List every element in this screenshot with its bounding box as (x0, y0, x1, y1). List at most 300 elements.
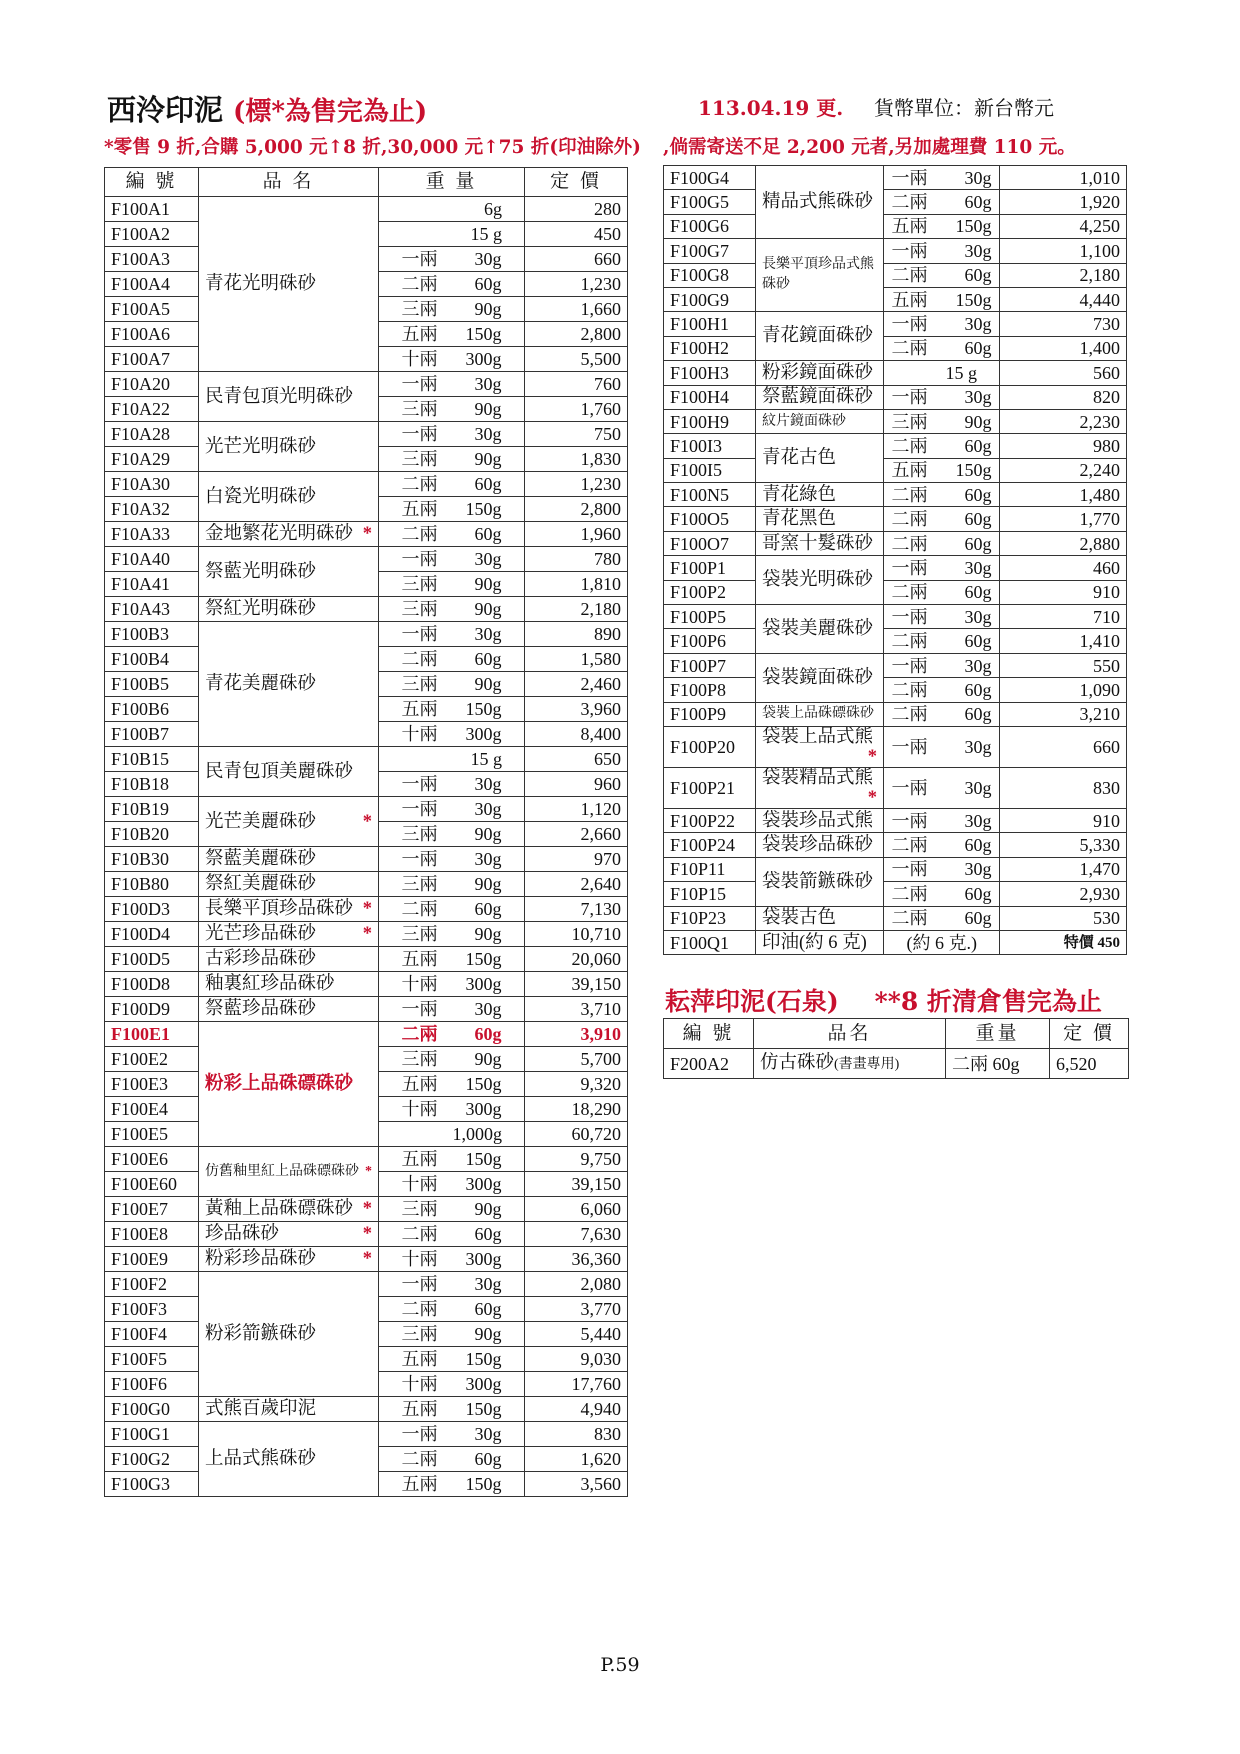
product-weight (379, 722, 525, 747)
product-weight (884, 678, 1000, 702)
product-name-text: 仿古硃砂 (760, 1052, 835, 1073)
product-weight (884, 930, 1000, 954)
product-weight (379, 597, 525, 622)
weight-grams: 30g (474, 624, 502, 644)
weight-grams: 30g (474, 1424, 502, 1444)
product-code: F10A29 (105, 447, 199, 472)
product-price: 1,960 (525, 522, 628, 547)
product-weight (884, 808, 1000, 832)
product-weight (379, 697, 525, 722)
product-name-text: 上品式熊硃砂 (205, 1449, 317, 1469)
product-code: F100A5 (105, 297, 199, 322)
product-code: F100P9 (664, 702, 756, 726)
product-price: 1,400 (1000, 336, 1127, 360)
product-code: F100B3 (105, 622, 199, 647)
product-name-text: 袋裝精品式熊 (762, 767, 874, 788)
weight-grams: 30g (474, 549, 502, 569)
product-name-text: 紋片鏡面硃砂 (762, 413, 846, 429)
product-code: F100A2 (105, 222, 199, 247)
price-table-left (104, 167, 628, 1497)
sold-out-star: * (867, 746, 877, 767)
product-price: 2,800 (525, 497, 628, 522)
product-weight (379, 922, 525, 947)
table-row (664, 580, 1127, 604)
table-row (105, 1222, 628, 1247)
product-code: F200A2 (664, 1049, 754, 1079)
product-code: F100B5 (105, 672, 199, 697)
product-code: F100F3 (105, 1297, 199, 1322)
weight-unit: 二兩 (401, 1224, 438, 1244)
product-name-text: 黃釉上品硃磦硃砂 (205, 1199, 354, 1219)
product-price: 2,800 (525, 322, 628, 347)
product-weight (884, 190, 1000, 214)
weight-unit: 五兩 (401, 1474, 438, 1494)
product-weight (884, 312, 1000, 336)
product-code: F100E2 (105, 1047, 199, 1072)
weight-unit: 一兩 (891, 859, 928, 880)
weight-grams: 30g (964, 167, 992, 188)
product-name (199, 622, 379, 747)
table-row (664, 312, 1127, 336)
sold-out-star: * (362, 1224, 372, 1244)
table-row (664, 629, 1127, 653)
product-price: 710 (1000, 605, 1127, 629)
weight-unit: 三兩 (401, 1049, 438, 1069)
product-name-text: 袋裝珍品式熊 (762, 810, 874, 831)
weight-unit: 二兩 (891, 265, 928, 286)
product-weight (884, 385, 1000, 409)
table-row (105, 622, 628, 647)
product-weight (884, 336, 1000, 360)
product-weight (379, 822, 525, 847)
product-code: F100P5 (664, 605, 756, 629)
weight-unit: 二兩 (891, 679, 928, 700)
weight-unit: 二兩 (401, 524, 438, 544)
weight-grams: 90g (964, 411, 992, 432)
product-price: 2,180 (1000, 263, 1127, 287)
product-price: 3,910 (525, 1022, 628, 1047)
table-row (105, 547, 628, 572)
product-weight (379, 1047, 525, 1072)
product-name-text: 青花鏡面硃砂 (762, 326, 874, 347)
table-row (664, 263, 1127, 287)
product-weight (379, 272, 525, 297)
product-name (756, 385, 884, 409)
product-name (756, 702, 884, 726)
table-row (664, 930, 1127, 954)
weight-unit: 一兩 (891, 606, 928, 627)
product-weight (379, 247, 525, 272)
weight-grams: 90g (474, 824, 502, 844)
weight-grams: 30g (964, 810, 992, 831)
weight-grams: 30g (964, 736, 992, 757)
weight-grams: 60g (964, 265, 992, 286)
table-row (664, 906, 1127, 930)
weight-grams: 300g (465, 974, 502, 994)
table-row (105, 797, 628, 822)
weight-unit: 一兩 (891, 736, 928, 757)
table-row (664, 434, 1127, 458)
weight-grams: 150g (465, 1399, 502, 1419)
weight-grams: 30g (474, 774, 502, 794)
weight-unit: 五兩 (401, 699, 438, 719)
weight-grams: 300g (465, 1099, 502, 1119)
table-row (664, 726, 1127, 767)
weight-unit: 一兩 (401, 849, 438, 869)
weight-unit: 一兩 (401, 424, 438, 444)
product-name-text: 仿舊釉里紅上品硃磦硃砂 (205, 1163, 359, 1179)
product-price: 760 (525, 372, 628, 397)
product-weight (884, 767, 1000, 808)
product-code: F100B7 (105, 722, 199, 747)
product-code: F100P2 (664, 580, 756, 604)
product-code: F100D3 (105, 897, 199, 922)
weight-unit: 二兩 (891, 338, 928, 359)
product-name (199, 1222, 379, 1247)
weight-unit: 一兩 (401, 249, 438, 269)
weight-unit: 一兩 (891, 314, 928, 335)
product-weight (884, 556, 1000, 580)
product-weight (379, 1272, 525, 1297)
weight-grams: 30g (474, 999, 502, 1019)
product-price: 2,460 (525, 672, 628, 697)
product-price: 1,120 (525, 797, 628, 822)
product-code: F100A3 (105, 247, 199, 272)
weight-grams: 150g (465, 949, 502, 969)
product-weight (884, 458, 1000, 482)
table-row (105, 1147, 628, 1172)
table-row (105, 1272, 628, 1297)
product-name (756, 483, 884, 507)
product-code: F100D9 (105, 997, 199, 1022)
weight-unit: 五兩 (401, 499, 438, 519)
product-name-text: 粉彩上品硃磦硃砂 (205, 1074, 354, 1094)
product-name (756, 930, 884, 954)
product-weight (884, 434, 1000, 458)
product-code: F100H2 (664, 336, 756, 360)
product-price: 5,700 (525, 1047, 628, 1072)
product-weight (884, 166, 1000, 190)
product-code: F10A22 (105, 397, 199, 422)
product-name-text: 青花綠色 (762, 484, 837, 505)
product-name (199, 1147, 379, 1197)
product-weight (884, 882, 1000, 906)
product-code: F100Q1 (664, 930, 756, 954)
product-code: F10P15 (664, 882, 756, 906)
weight-unit: 二兩 (401, 274, 438, 294)
product-name-text: 祭藍光明硃砂 (205, 561, 317, 582)
product-code: F100G7 (664, 239, 756, 263)
product-weight (379, 772, 525, 797)
product-price: 890 (525, 622, 628, 647)
product-price: 2,660 (525, 822, 628, 847)
product-name-text: 粉彩箭鏃硃砂 (205, 1324, 317, 1344)
product-weight (884, 531, 1000, 555)
table-row (105, 1397, 628, 1422)
product-price: 特價 450 (1000, 930, 1127, 954)
title-text: 西泠印泥 (107, 93, 224, 127)
table-row (664, 214, 1127, 238)
product-weight (379, 197, 525, 222)
product-weight (379, 1397, 525, 1422)
weight-unit: 二兩 (891, 435, 928, 456)
col-name-header: 品 名 (199, 168, 379, 197)
sold-out-star: * (362, 1199, 372, 1219)
product-weight (379, 1072, 525, 1097)
product-code: F100E4 (105, 1097, 199, 1122)
table-row (105, 947, 628, 972)
table-row (105, 872, 628, 897)
weight-grams: 300g (465, 1249, 502, 1269)
weight-unit: 三兩 (401, 1199, 438, 1219)
product-weight (379, 1297, 525, 1322)
weight-unit: 一兩 (401, 774, 438, 794)
weight-grams: 60g (474, 524, 502, 544)
product-weight (884, 726, 1000, 767)
weight-grams: (約 6 克.) (906, 932, 977, 953)
product-weight (379, 472, 525, 497)
product-price: 5,500 (525, 347, 628, 372)
weight-grams: 60g (474, 1449, 502, 1469)
product-price: 1,090 (1000, 678, 1127, 702)
product-code: F100O5 (664, 507, 756, 531)
product-weight (379, 397, 525, 422)
weight-grams: 60g (964, 435, 992, 456)
product-name-text: 光芒珍品硃砂 (205, 924, 317, 944)
product-price: 830 (1000, 767, 1127, 808)
product-price: 10,710 (525, 922, 628, 947)
product-weight (379, 1197, 525, 1222)
product-price: 2,240 (1000, 458, 1127, 482)
product-weight (379, 622, 525, 647)
product-name-text: 祭藍珍品硃砂 (205, 999, 317, 1019)
product-price: 660 (525, 247, 628, 272)
product-price: 1,760 (525, 397, 628, 422)
product-price: 650 (525, 747, 628, 772)
table-row (105, 1022, 628, 1047)
sold-out-star: * (362, 524, 372, 544)
weight-unit: 五兩 (401, 1149, 438, 1169)
product-price: 60,720 (525, 1122, 628, 1147)
product-price: 4,940 (525, 1397, 628, 1422)
weight-unit: 一兩 (401, 999, 438, 1019)
product-weight (379, 672, 525, 697)
product-name (756, 556, 884, 605)
product-price: 18,290 (525, 1097, 628, 1122)
table-header-row (105, 168, 628, 197)
weight-unit: 三兩 (401, 299, 438, 319)
product-name (756, 409, 884, 433)
product-name (199, 522, 379, 547)
weight-grams: 90g (474, 599, 502, 619)
sold-out-star: * (362, 899, 372, 919)
weight-unit: 二兩 (891, 883, 928, 904)
product-price: 20,060 (525, 947, 628, 972)
product-price: 530 (1000, 906, 1127, 930)
product-name (199, 1247, 379, 1272)
weight-grams: 6g (484, 199, 502, 219)
weight-grams: 60g (964, 533, 992, 554)
product-price: 39,150 (525, 972, 628, 997)
product-weight (379, 497, 525, 522)
section2-title (665, 982, 1102, 1018)
product-weight (884, 906, 1000, 930)
product-name (756, 239, 884, 312)
product-code: F10B80 (105, 872, 199, 897)
product-code: F100P24 (664, 833, 756, 857)
product-price: 7,130 (525, 897, 628, 922)
product-price: 910 (1000, 580, 1127, 604)
product-weight (379, 1022, 525, 1047)
product-weight (379, 222, 525, 247)
weight-grams: 150g (465, 699, 502, 719)
table-row (664, 678, 1127, 702)
col-price-header: 定 價 (525, 168, 628, 197)
table-row (664, 385, 1127, 409)
table-row (664, 833, 1127, 857)
weight-grams: 60g (964, 631, 992, 652)
weight-unit: 三兩 (401, 574, 438, 594)
product-code: F100D5 (105, 947, 199, 972)
weight-grams: 60g (964, 484, 992, 505)
weight-unit: 一兩 (401, 799, 438, 819)
product-code: F100A7 (105, 347, 199, 372)
product-name-text: 袋裝鏡面硃砂 (762, 667, 874, 688)
table-row (664, 361, 1127, 385)
weight-grams: 60g (474, 1024, 502, 1044)
currency-unit: 貨幣單位：新台幣元 (874, 96, 1054, 120)
product-code: F100F6 (105, 1372, 199, 1397)
weight-unit: 二兩 (401, 1449, 438, 1469)
product-name-text: 珍品硃砂 (205, 1224, 280, 1244)
product-name-text: 青花美麗硃砂 (205, 674, 317, 694)
product-name (199, 1272, 379, 1397)
product-price: 7,630 (525, 1222, 628, 1247)
table-row (105, 922, 628, 947)
product-weight (379, 647, 525, 672)
weight-unit: 五兩 (891, 289, 928, 310)
product-price: 1,810 (525, 572, 628, 597)
product-name (754, 1049, 946, 1079)
table-row (105, 1422, 628, 1447)
product-name-text: 光芒光明硃砂 (205, 436, 317, 457)
table-row (664, 483, 1127, 507)
product-weight (379, 1172, 525, 1197)
product-name (756, 434, 884, 483)
weight-unit: 一兩 (401, 374, 438, 394)
product-name-text: 哥窯十髮硃砂 (762, 533, 874, 554)
sold-out-star: * (362, 811, 372, 832)
product-price: 5,440 (525, 1322, 628, 1347)
product-weight (379, 572, 525, 597)
price-table-right (663, 165, 1127, 955)
product-weight (379, 747, 525, 772)
product-price: 1,100 (1000, 239, 1127, 263)
table-row (664, 767, 1127, 808)
product-weight (379, 997, 525, 1022)
weight-grams: 60g (964, 908, 992, 929)
product-code: F10A32 (105, 497, 199, 522)
product-name (756, 531, 884, 555)
product-weight (884, 629, 1000, 653)
product-price: 1,230 (525, 472, 628, 497)
product-name (199, 922, 379, 947)
weight-unit: 三兩 (401, 599, 438, 619)
product-name-text: 袋裝光明硃砂 (762, 570, 874, 591)
product-code: F100F5 (105, 1347, 199, 1372)
product-code: F10B20 (105, 822, 199, 847)
product-name (199, 947, 379, 972)
page-number: P.59 (600, 1654, 640, 1676)
product-name-text: 民青包頂美麗硃砂 (205, 761, 354, 782)
product-price: 1,830 (525, 447, 628, 472)
weight-unit: 五兩 (401, 1399, 438, 1419)
weight-unit: 五兩 (401, 1349, 438, 1369)
weight-unit: 一兩 (891, 240, 928, 261)
product-weight (379, 1422, 525, 1447)
sold-out-star: * (362, 1249, 372, 1269)
product-price: 36,360 (525, 1247, 628, 1272)
table-row (105, 847, 628, 872)
product-price: 2,230 (1000, 409, 1127, 433)
table-row (664, 605, 1127, 629)
table-row (664, 287, 1127, 311)
weight-grams: 150g (465, 1474, 502, 1494)
weight-grams: 30g (474, 374, 502, 394)
product-code: F100P6 (664, 629, 756, 653)
product-code: F100G6 (664, 214, 756, 238)
product-code: F100G2 (105, 1447, 199, 1472)
weight-unit: 一兩 (891, 810, 928, 831)
product-weight (379, 322, 525, 347)
product-name (199, 872, 379, 897)
weight-grams: 90g (474, 1049, 502, 1069)
product-name-text: 祭藍美麗硃砂 (205, 849, 317, 869)
product-name-text: 青花黑色 (762, 509, 837, 530)
product-name-text: 白瓷光明硃砂 (205, 486, 317, 507)
product-code: F10A33 (105, 522, 199, 547)
product-name-text: 祭藍鏡面硃砂 (762, 387, 874, 408)
col-price-header: 定 價 (1050, 1019, 1129, 1049)
product-code: F100G4 (664, 166, 756, 190)
product-code: F10B15 (105, 747, 199, 772)
product-price: 2,080 (525, 1272, 628, 1297)
table-row (105, 472, 628, 497)
product-price: 1,010 (1000, 166, 1127, 190)
table-row (664, 190, 1127, 214)
product-weight (379, 372, 525, 397)
product-name-text: 袋裝古色 (762, 908, 837, 929)
product-name-text: 粉彩鏡面硃砂 (762, 362, 874, 383)
product-code: F10P11 (664, 857, 756, 881)
table-row (105, 897, 628, 922)
product-price: 3,710 (525, 997, 628, 1022)
product-code: F100B4 (105, 647, 199, 672)
weight-grams: 90g (474, 399, 502, 419)
shipping-note: ,倘需寄送不足 2,200 元者,另加處理費 110 元。 (663, 137, 1076, 158)
product-name (199, 422, 379, 472)
product-name (756, 833, 884, 857)
weight-unit: 二兩 (891, 704, 928, 725)
product-code: F100I3 (664, 434, 756, 458)
product-code: F100P20 (664, 726, 756, 767)
weight-unit: 二兩 (401, 474, 438, 494)
weight-unit: 二兩 (891, 192, 928, 213)
weight-grams: 30g (964, 240, 992, 261)
product-name (199, 1197, 379, 1222)
product-weight (379, 1147, 525, 1172)
weight-grams: 60g (474, 899, 502, 919)
